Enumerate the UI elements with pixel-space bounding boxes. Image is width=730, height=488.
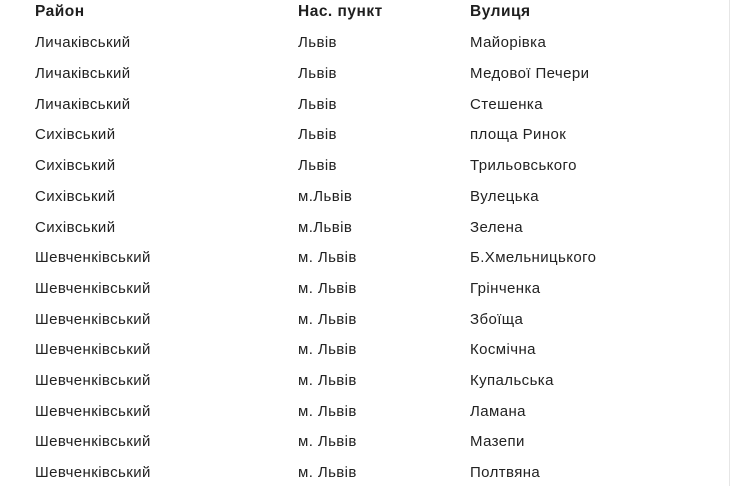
header-street: Вулиця <box>470 2 531 20</box>
settlement-cell: Львів <box>298 65 337 82</box>
header-settlement: Нас. пункт <box>298 2 383 20</box>
street-cell: Грінченка <box>470 280 541 297</box>
district-cell: Шевченківський <box>35 311 151 328</box>
street-cell: Медової Печери <box>470 65 590 82</box>
table-row <box>0 273 729 304</box>
settlement-cell: Львів <box>298 34 337 51</box>
settlement-cell: м. Львів <box>298 403 357 420</box>
street-cell: Космічна <box>470 341 536 358</box>
table-row <box>0 365 729 396</box>
district-cell: Сихівський <box>35 188 116 205</box>
district-cell: Шевченківський <box>35 280 151 297</box>
settlement-cell: м. Львів <box>298 372 357 389</box>
table-row <box>0 212 729 243</box>
settlement-cell: м. Львів <box>298 280 357 297</box>
district-cell: Шевченківський <box>35 249 151 266</box>
street-cell: Ламана <box>470 403 526 420</box>
street-cell: Стешенка <box>470 96 543 113</box>
street-cell: Майорівка <box>470 34 547 51</box>
street-cell: Полтвяна <box>470 464 541 481</box>
settlement-cell: Львів <box>298 157 337 174</box>
settlement-cell: Львів <box>298 126 337 143</box>
settlement-cell: м.Львів <box>298 188 353 205</box>
settlement-cell: Львів <box>298 96 337 113</box>
street-cell: Купальська <box>470 372 554 389</box>
district-cell: Шевченківський <box>35 464 151 481</box>
street-cell: Мазепи <box>470 433 525 450</box>
settlement-cell: м.Львів <box>298 219 353 236</box>
table-row <box>0 150 729 181</box>
header-district: Район <box>35 2 85 20</box>
settlement-cell: м. Львів <box>298 464 357 481</box>
district-cell: Шевченківський <box>35 433 151 450</box>
street-cell: Вулецька <box>470 188 539 205</box>
table-row <box>0 58 729 89</box>
district-cell: Сихівський <box>35 126 116 143</box>
table-row <box>0 396 729 427</box>
settlement-cell: м. Львів <box>298 341 357 358</box>
table-row <box>0 27 729 58</box>
table-row <box>0 334 729 365</box>
settlement-cell: м. Львів <box>298 311 357 328</box>
district-cell: Личаківський <box>35 34 131 51</box>
table-row <box>0 181 729 212</box>
table-header <box>0 0 729 27</box>
street-cell: Трильовського <box>470 157 577 174</box>
street-cell: площа Ринок <box>470 126 567 143</box>
table-row <box>0 119 729 150</box>
settlement-cell: м. Львів <box>298 249 357 266</box>
district-cell: Шевченківський <box>35 372 151 389</box>
district-cell: Личаківський <box>35 96 131 113</box>
street-cell: Зелена <box>470 219 524 236</box>
district-cell: Шевченківський <box>35 403 151 420</box>
district-cell: Сихівський <box>35 219 116 236</box>
table-row <box>0 457 729 488</box>
street-cell: Б.Хмельницького <box>470 249 597 266</box>
settlement-cell: м. Львів <box>298 433 357 450</box>
table-row <box>0 304 729 335</box>
table-row <box>0 242 729 273</box>
table-row <box>0 89 729 120</box>
district-cell: Шевченківський <box>35 341 151 358</box>
street-cell: Збоїща <box>470 311 524 328</box>
district-cell: Сихівський <box>35 157 116 174</box>
district-cell: Личаківський <box>35 65 131 82</box>
table-row <box>0 426 729 457</box>
